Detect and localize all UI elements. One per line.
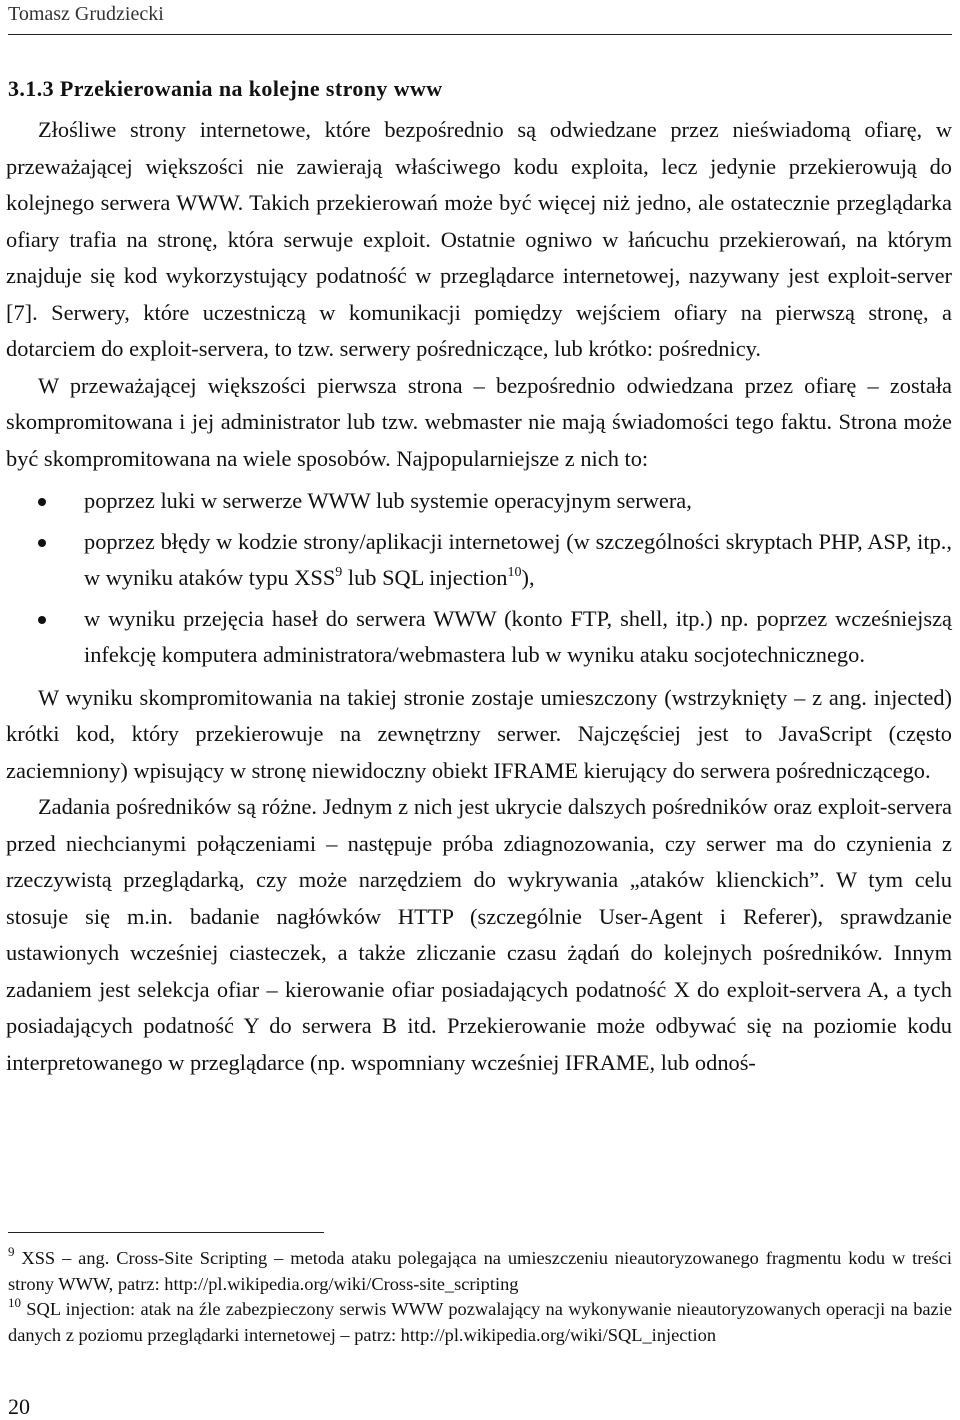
bullet-list <box>6 483 952 674</box>
footnote-9-text: XSS – ang. Cross-Site Scripting – metoda ataku polegająca na umieszczeniu nieautoryzowanego fragmentu kodu w treści strony WWW, patrz: http://pl.wikipedia.org/wiki/Cross-site_scripting <box>8 1248 952 1294</box>
paragraph-3: W wyniku skompromitowania na takiej stronie zostaje umieszczony (wstrzyknięty – z ang. injected) krótki kod, który przekierowuje na zewnętrzny serwer. Najczęściej jest to JavaScript (często zaciemniony) wpisujący w stronę niewidoczny obiekt IFRAME kierujący do serwera pośredniczącego. <box>6 684 952 783</box>
page-header <box>8 0 952 35</box>
list-item <box>6 601 952 674</box>
section-title: 3.1.3 Przekierowania na kolejne strony www <box>8 76 443 101</box>
footnote-9 <box>8 1246 952 1297</box>
bullet-icon <box>38 498 46 506</box>
page-number: 20 <box>8 1394 30 1419</box>
bullet-icon <box>38 539 46 547</box>
footnotes <box>8 1246 952 1348</box>
footnote-ref-10: 10 <box>507 565 522 580</box>
footnote-10-text: SQL injection: atak na źle zabezpieczony serwis WWW pozwalający na wykonywanie nieautoryzowanych operacji na bazie danych z poziomu przeglądarki internetowej – patrz: http://pl.wikipedia.org/wiki/SQL_injection <box>8 1299 952 1345</box>
footnote-10 <box>8 1297 952 1348</box>
footnote-ref-9: 9 <box>335 565 343 580</box>
footnote-divider <box>8 1232 324 1233</box>
paragraph-2: W przeważającej większości pierwsza strona – bezpośrednio odwiedzana przez ofiarę – została skompromitowana i jej administrator lub tzw. webmaster nie mają świadomości tego faktu. Strona może być skompromitowana na wiele sposobów. Najpopularniejsze z nich to: <box>6 372 952 471</box>
footnote-10-mark: 10 <box>8 1295 21 1310</box>
list-item <box>6 483 952 520</box>
header-author: Tomasz Grudziecki <box>8 3 164 25</box>
bullet-icon <box>38 616 46 624</box>
footnote-9-mark: 9 <box>8 1244 15 1259</box>
paragraph-4: Zadania pośredników są różne. Jednym z nich jest ukrycie dalszych pośredników oraz exploit-servera przed niechcianymi połączeniami – następuje próba zdiagnozowania, czy serwer ma do czynienia z rzeczywistą przeglądarką, czy może narzędziem do wykrywania „ataków klienckich”. W tym celu stosuje się m.in. badanie nagłówków HTTP (szczególnie User-Agent i Referer), sprawdzanie ustawionych wcześniej ciasteczek, a także zliczanie czasu żądań do kolejnych pośredników. Innym zadaniem jest selekcja ofiar – kierowanie ofiar posiadających podatność X do exploit-servera A, a tych posiadających podatność Y do serwera B itd. Przekierowanie może odbywać się na poziomie kodu interpretowanego w przeglądarce (np. wspomniany wcześniej IFRAME, lub odnoś- <box>6 794 952 1075</box>
list-item <box>6 524 952 597</box>
bullet-text-1: poprzez luki w serwerze WWW lub systemie operacyjnym serwera, <box>84 488 692 513</box>
paragraph-1: Złośliwe strony internetowe, które bezpośrednio są odwiedzane przez nieświadomą ofiarę, w przeważającej większości nie zawierają właściwego kodu exploita, lecz jedynie przekierowują do kolejnego serwera WWW. Takich przekierowań może być więcej niż jedno, ale ostatecznie przeglądarka ofiary trafia na stronę, która serwuje exploit. Ostatnie ogniwo w łańcuchu przekierowań, na którym znajduje się kod wykorzystujący podatność w przeglądarce internetowej, nazywany jest exploit-server [7]. Serwery, które uczestniczą w komunikacji pomiędzy wejściem ofiary na pierwszą stronę, a dotarciem do exploit-servera, to tzw. serwery pośredniczące, lub krótko: pośrednicy. <box>6 117 952 361</box>
bullet-text-3: w wyniku przejęcia haseł do serwera WWW (konto FTP, shell, itp.) np. poprzez wcześniejszą infekcję komputera administratora/webmastera lub w wyniku ataku socjotechnicznego. <box>84 605 952 667</box>
body-text <box>6 112 952 1081</box>
bullet-text-2a: poprzez błędy w kodzie strony/aplikacji internetowej (w szczególności skryptach PHP, ASP, itp., w wyniku ataków typu XSS <box>84 528 952 590</box>
bullet-text-2b: lub SQL injection <box>342 565 508 590</box>
bullet-text-2c: ), <box>521 565 535 590</box>
